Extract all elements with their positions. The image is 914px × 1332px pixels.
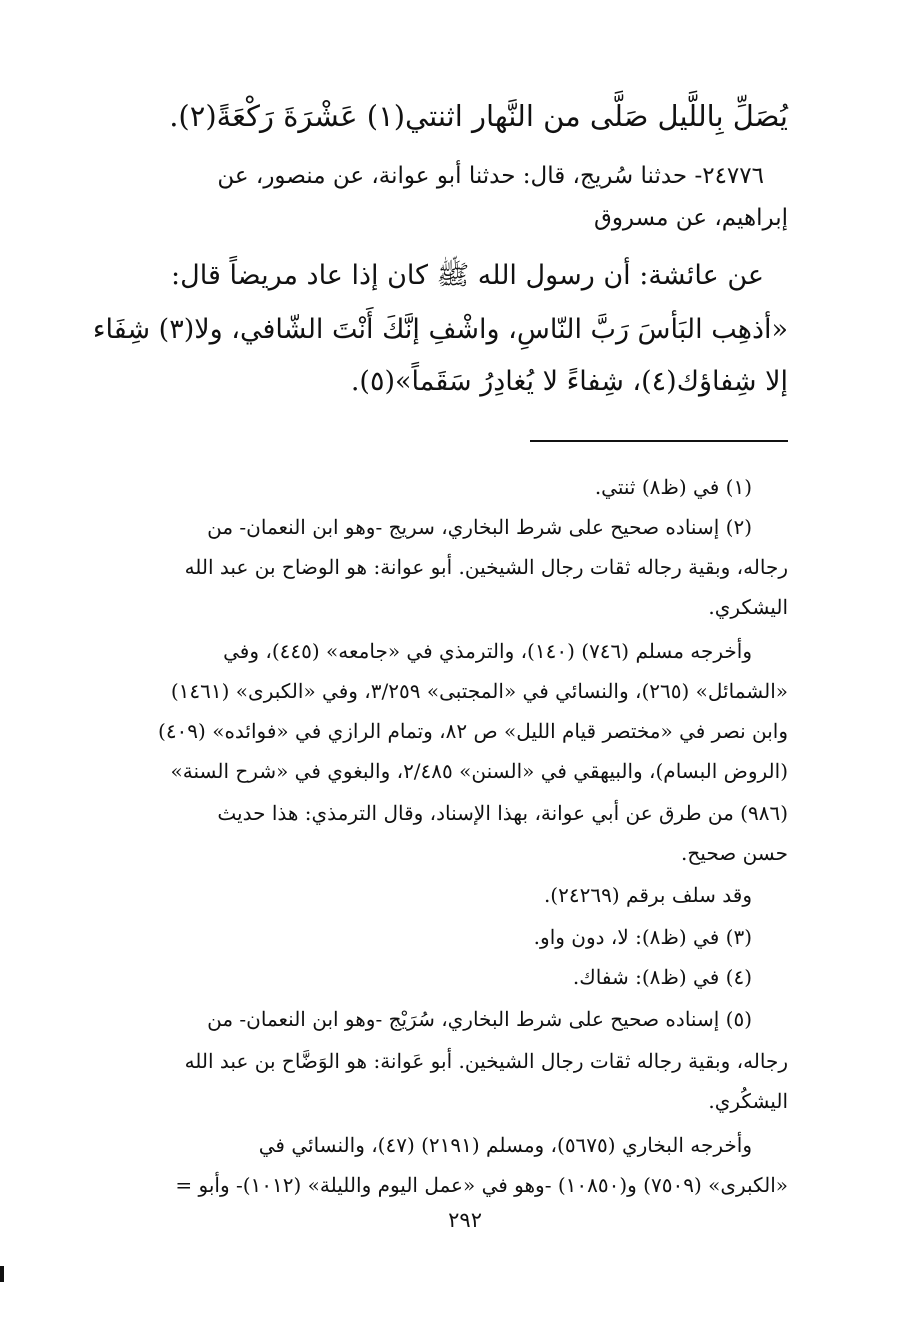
footnote-2b-line-4: (الروض البسام)، والبيهقي في «السنن» ٢/٤٨٥، والبغوي في «شرح السنة» bbox=[170, 759, 788, 783]
footnote-2b-line-1: وأخرجه مسلم (٧٤٦) (١٤٠)، والترمذي في «جامعه» (٤٤٥)، وفي bbox=[223, 639, 752, 663]
footnote-2b-line-3: وابن نصر في «مختصر قيام الليل» ص ٨٢، وتمام الرازي في «فوائده» (٤٠٩) bbox=[158, 719, 788, 743]
footnote-4: (٤) في (ظ٨): شفاك. bbox=[572, 965, 752, 989]
page-number: ٢٩٢ bbox=[448, 1208, 482, 1232]
footnote-2-line-3: اليشكري. bbox=[708, 595, 788, 619]
hadith-end-line: يُصَلِّ بِاللَّيل صَلَّى من النَّهار اثنتي(١) عَشْرَةَ رَكْعَةً(٢). bbox=[169, 99, 788, 133]
footnote-2b-line-2: «الشمائل» (٢٦٥)، والنسائي في «المجتبى» ٣/٢٥٩، وفي «الكبرى» (١٤٦١) bbox=[170, 679, 788, 703]
footnote-2b-line-5: (٩٨٦) من طرق عن أبي عوانة، بهذا الإسناد، وقال الترمذي: هذا حديث bbox=[217, 801, 788, 825]
footnote-5-line-1: (٥) إسناده صحيح على شرط البخاري، سُرَيْج -وهو ابن النعمان- من bbox=[207, 1007, 752, 1031]
hadith-chain-line-1: ٢٤٧٧٦- حدثنا سُريج، قال: حدثنا أبو عوانة، عن منصور، عن bbox=[217, 163, 764, 189]
hadith-chain-line-2: إبراهيم، عن مسروق bbox=[593, 205, 788, 231]
footnote-2-line-1: (٢) إسناده صحيح على شرط البخاري، سريج -وهو ابن النعمان- من bbox=[207, 515, 752, 539]
hadith-text-line-1: عن عائشة: أن رسول الله ﷺ كان إذا عاد مريضاً قال: bbox=[171, 260, 764, 291]
footnote-2c: وقد سلف برقم (٢٤٢٦٩). bbox=[543, 883, 752, 907]
footnote-3: (٣) في (ظ٨): لا، دون واو. bbox=[533, 925, 752, 949]
footnote-5-line-2: رجاله، وبقية رجاله ثقات رجال الشيخين. أبو عَوانة: هو الوَضَّاح بن عبد الله bbox=[184, 1049, 788, 1073]
hadith-text-line-3: إلا شِفاؤك(٤)، شِفاءً لا يُغادِرُ سَقَماً»(٥). bbox=[350, 366, 788, 397]
footnote-1: (١) في (ظ٨) ثنتي. bbox=[594, 475, 752, 499]
book-page bbox=[82, 0, 788, 1332]
footnote-5b-line-1: وأخرجه البخاري (٥٦٧٥)، ومسلم (٢١٩١) (٤٧)، والنسائي في bbox=[258, 1133, 752, 1157]
footnote-separator bbox=[530, 440, 788, 442]
footnote-5b-line-2: «الكبرى» (٧٥٠٩) و(١٠٨٥٠) -وهو في «عمل اليوم والليلة» (١٠١٢)- وأبو = bbox=[175, 1173, 788, 1197]
footnote-2-line-2: رجاله، وبقية رجاله ثقات رجال الشيخين. أبو عوانة: هو الوضاح بن عبد الله bbox=[184, 555, 788, 579]
scan-edge-mark bbox=[0, 1266, 4, 1282]
footnote-5-line-3: اليشكُري. bbox=[708, 1089, 788, 1113]
hadith-text-line-2: «أذهِب البَأسَ رَبَّ النّاسِ، واشْفِ إنَّكَ أَنْتَ الشّافي، ولا(٣) شِفَاء bbox=[92, 314, 788, 345]
footnote-2b-line-6: حسن صحيح. bbox=[681, 841, 788, 865]
